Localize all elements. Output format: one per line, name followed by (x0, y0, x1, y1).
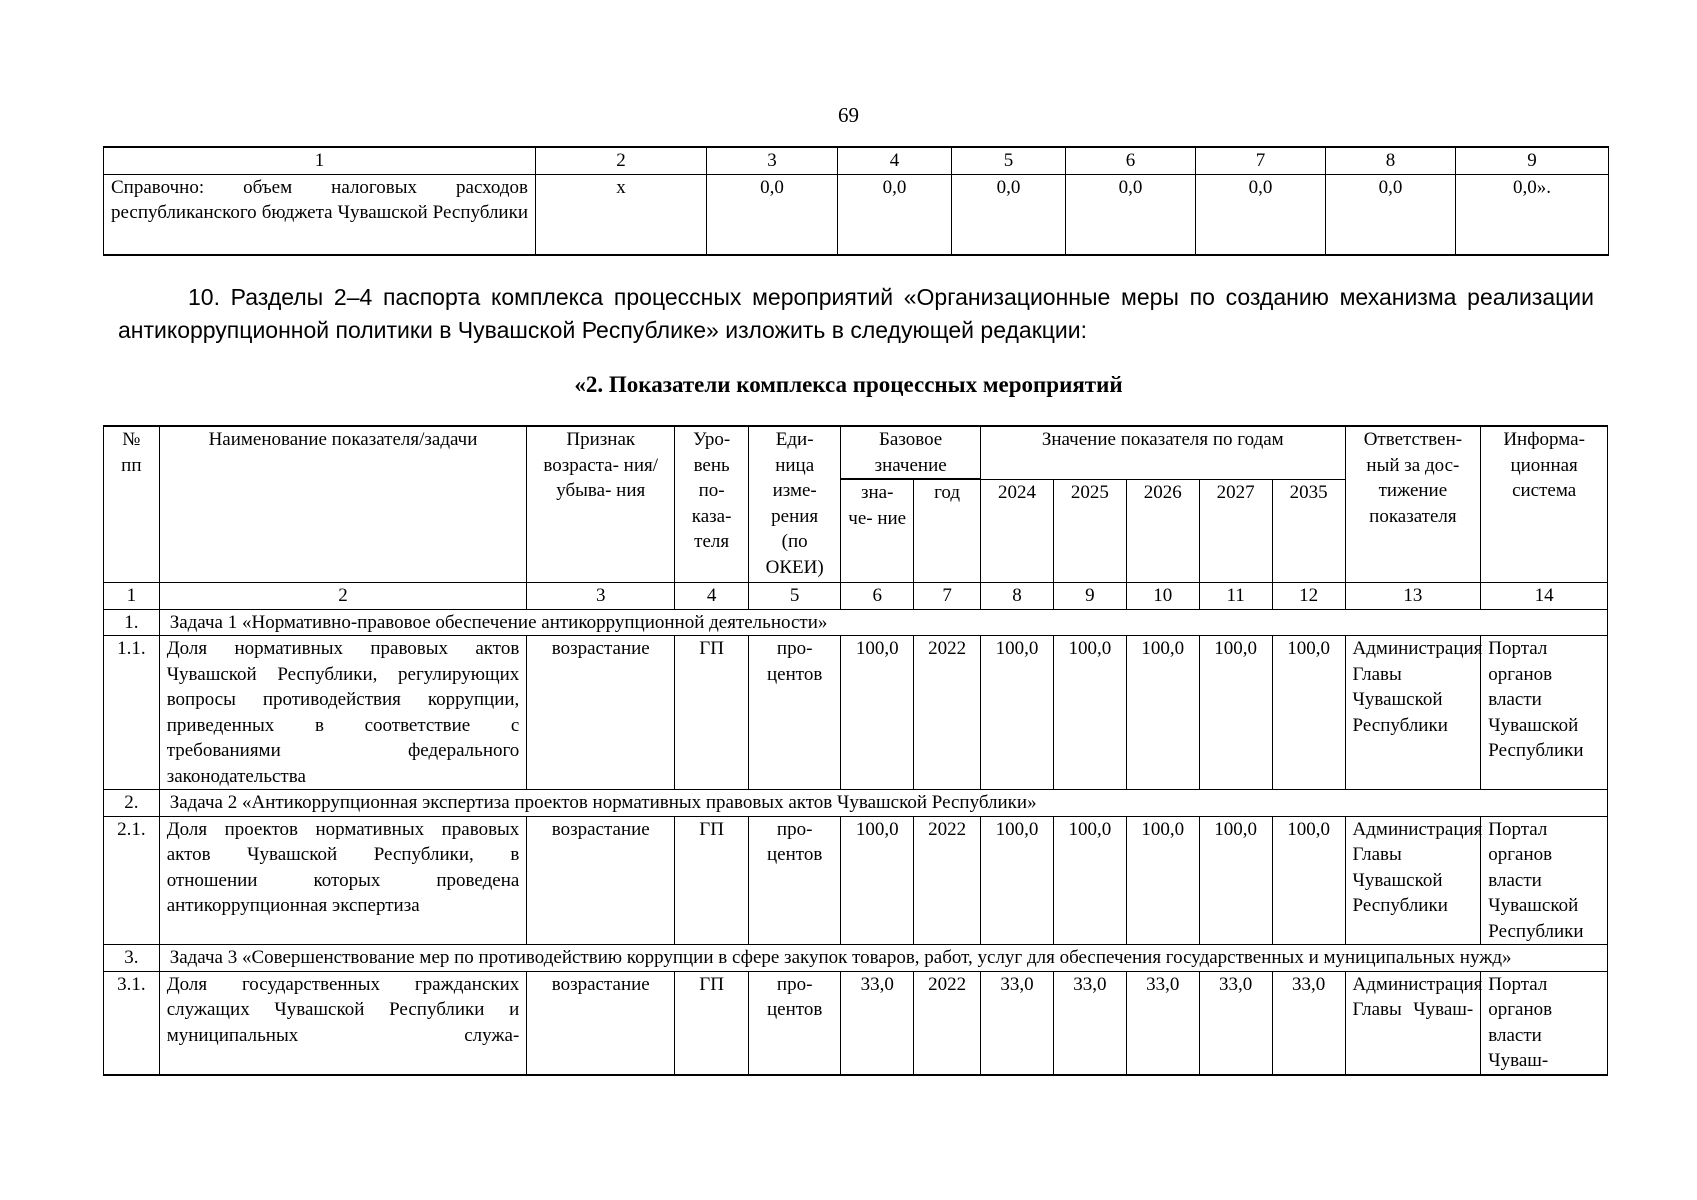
column-number: 7 (914, 583, 981, 610)
header-name: Наименование показателя/задачи (159, 426, 527, 583)
indicator-value: 100,0 (1199, 636, 1272, 790)
tax-expenditure-table (103, 146, 1609, 256)
column-number: 12 (1272, 583, 1345, 610)
indicator-value: 100,0 (1126, 816, 1199, 945)
task-title: Задача 2 «Антикоррупционная экспертиза проектов нормативных правовых актов Чувашской Республики» (159, 790, 1607, 817)
column-number-row (104, 583, 1608, 610)
table-cell: 0,0 (1066, 174, 1196, 255)
indicator-unit: про- центов (749, 816, 841, 945)
indicator-value: 100,0 (1053, 636, 1126, 790)
indicator-value: 33,0 (981, 971, 1054, 1075)
indicator-value: 33,0 (1053, 971, 1126, 1075)
column-number: 2 (159, 583, 527, 610)
column-number: 3 (527, 583, 675, 610)
header-num: № пп (104, 426, 160, 583)
indicator-value: 33,0 (1199, 971, 1272, 1075)
column-number: 4 (838, 147, 952, 174)
column-number: 11 (1199, 583, 1272, 610)
header-year: 2026 (1126, 480, 1199, 583)
header-base: Базовое значение (841, 426, 981, 479)
indicator-value: 33,0 (1126, 971, 1199, 1075)
column-number: 6 (1066, 147, 1196, 174)
column-number: 5 (749, 583, 841, 610)
indicator-value: 100,0 (1126, 636, 1199, 790)
column-number: 9 (1456, 147, 1609, 174)
task-title: Задача 1 «Нормативно-правовое обеспечение антикоррупционной деятельности» (159, 609, 1607, 636)
indicator-base-value: 33,0 (841, 971, 914, 1075)
indicator-value: 100,0 (981, 816, 1054, 945)
task-row (104, 790, 1608, 817)
task-num: 2. (104, 790, 160, 817)
indicator-num: 2.1. (104, 816, 160, 945)
indicator-trend: возрастание (527, 636, 675, 790)
indicator-value: 33,0 (1272, 971, 1345, 1075)
column-number: 9 (1053, 583, 1126, 610)
indicator-name: Доля нормативных правовых актов Чувашской Республики, регулирующих вопросы противодействия коррупции, приведенных в соответствие с требованиями федерального законодательства (159, 636, 527, 790)
indicator-info-system: Портал органов власти Чувашской Республики (1481, 636, 1608, 790)
indicator-value: 100,0 (1053, 816, 1126, 945)
header-responsible: Ответствен- ный за дос- тижение показателя (1345, 426, 1481, 583)
column-number: 8 (1326, 147, 1456, 174)
column-number: 10 (1126, 583, 1199, 610)
indicator-name: Доля государственных гражданских служащих Чувашской Республики и муниципальных служа- (159, 971, 527, 1075)
column-number: 7 (1196, 147, 1326, 174)
reference-label: Справочно: объем налоговых расходов республиканского бюджета Чувашской Республики (104, 174, 536, 255)
task-num: 1. (104, 609, 160, 636)
indicator-responsible: Администрация Главы Чуваш- (1345, 971, 1481, 1075)
header-base-value: зна- че- ние (841, 480, 914, 583)
table-cell: 0,0 (707, 174, 838, 255)
indicator-base-value: 100,0 (841, 636, 914, 790)
column-number: 8 (981, 583, 1054, 610)
indicator-base-year: 2022 (914, 816, 981, 945)
amendment-text: 10. Разделы 2–4 паспорта комплекса процессных мероприятий «Организационные меры по созданию механизма реализации антикоррупционной политики в Чувашской Республике» изложить в следующей редакции: (118, 284, 1594, 343)
column-number: 14 (1481, 583, 1608, 610)
amendment-paragraph (118, 281, 1594, 347)
indicator-base-value: 100,0 (841, 816, 914, 945)
column-number: 1 (104, 147, 536, 174)
indicator-responsible: Администрация Главы Чувашской Республики (1345, 636, 1481, 790)
indicator-trend: возрастание (527, 971, 675, 1075)
section-title: «2. Показатели комплекса процессных мероприятий (574, 372, 1123, 397)
header-base-year: год (914, 480, 981, 583)
column-number: 5 (952, 147, 1066, 174)
column-number: 1 (104, 583, 160, 610)
table-row (104, 174, 1609, 255)
table-cell: 0,0 (952, 174, 1066, 255)
task-row (104, 609, 1608, 636)
indicator-unit: про- центов (749, 636, 841, 790)
indicators-table (103, 425, 1608, 1076)
header-year: 2025 (1053, 480, 1126, 583)
indicator-info-system: Портал органов власти Чувашской Республики (1481, 816, 1608, 945)
header-trend: Признак возраста- ния/убыва- ния (527, 426, 675, 583)
table-cell: 0,0 (838, 174, 952, 255)
indicator-value: 100,0 (981, 636, 1054, 790)
header-by-years: Значение показателя по годам (981, 426, 1346, 480)
indicator-base-year: 2022 (914, 971, 981, 1075)
page-number: 69 (838, 103, 859, 127)
column-number: 2 (536, 147, 707, 174)
table-cell: 0,0 (1196, 174, 1326, 255)
table-cell: x (536, 174, 707, 255)
indicator-num: 1.1. (104, 636, 160, 790)
header-year: 2035 (1272, 480, 1345, 583)
header-level: Уро- вень по- каза- теля (675, 426, 749, 583)
column-number: 3 (707, 147, 838, 174)
indicator-base-year: 2022 (914, 636, 981, 790)
column-number: 4 (675, 583, 749, 610)
table-cell: 0,0 (1326, 174, 1456, 255)
header-row (104, 426, 1608, 479)
column-number: 6 (841, 583, 914, 610)
indicator-level: ГП (675, 816, 749, 945)
table-cell: 0,0». (1456, 174, 1609, 255)
indicator-value: 100,0 (1199, 816, 1272, 945)
task-row (104, 945, 1608, 972)
header-year: 2024 (981, 480, 1054, 583)
indicator-value: 100,0 (1272, 816, 1345, 945)
indicator-level: ГП (675, 971, 749, 1075)
indicator-responsible: Администрация Главы Чувашской Республики (1345, 816, 1481, 945)
indicator-row (104, 636, 1608, 790)
indicator-row (104, 816, 1608, 945)
task-num: 3. (104, 945, 160, 972)
indicator-trend: возрастание (527, 816, 675, 945)
indicator-info-system: Портал органов власти Чуваш- (1481, 971, 1608, 1075)
indicator-row (104, 971, 1608, 1075)
header-unit: Еди- ница изме- рения (по ОКЕИ) (749, 426, 841, 583)
indicator-level: ГП (675, 636, 749, 790)
task-title: Задача 3 «Совершенствование мер по противодействию коррупции в сфере закупок товаров, работ, услуг для обеспечения государственных и муниципальных нужд» (159, 945, 1607, 972)
indicator-num: 3.1. (104, 971, 160, 1075)
column-number: 13 (1345, 583, 1481, 610)
indicator-value: 100,0 (1272, 636, 1345, 790)
column-number-row (104, 147, 1609, 174)
indicator-name: Доля проектов нормативных правовых актов Чувашской Республики, в отношении которых проведена антикоррупционная экспертиза (159, 816, 527, 945)
header-year: 2027 (1199, 480, 1272, 583)
indicator-unit: про- центов (749, 971, 841, 1075)
header-info-system: Информа- ционная система (1481, 426, 1608, 583)
